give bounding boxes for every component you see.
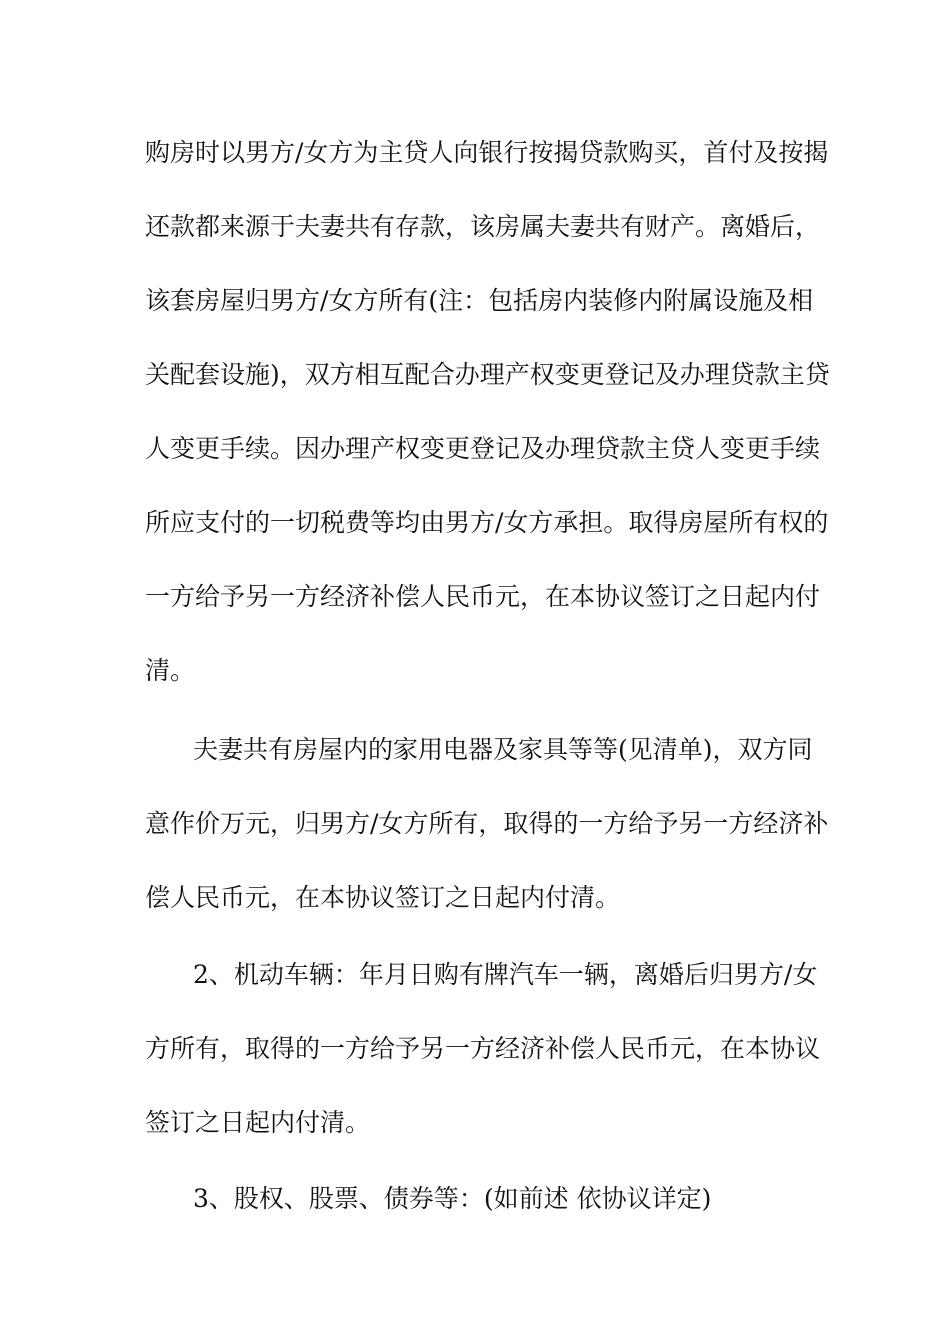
text-line: 该套房屋归男方/女方所有(注：包括房内装修内附属设施及相 [145, 286, 814, 315]
text-line: 偿人民币元，在本协议签订之日起内付清。 [145, 883, 621, 912]
paragraph-first-line: 3、股权、股票、债券等：(如前述 依协议详定) [193, 1184, 712, 1213]
text-line: 清。 [145, 656, 196, 685]
paragraph-first-line: 2、机动车辆：年月日购有牌汽车一辆，离婚后归男方/女 [193, 960, 818, 989]
text-line: 意作价万元，归男方/女方所有，取得的一方给予另一方经济补 [145, 809, 829, 838]
text-line: 人变更手续。因办理产权变更登记及办理贷款主贷人变更手续 [145, 434, 821, 463]
text-line: 方所有，取得的一方给予另一方经济补偿人民币元，在本协议 [145, 1034, 821, 1063]
text-line: 一方给予另一方经济补偿人民币元，在本协议签订之日起内付 [145, 582, 821, 611]
text-line: 关配套设施)，双方相互配合办理产权变更登记及办理贷款主贷 [145, 360, 830, 389]
text-line: 所应支付的一切税费等均由男方/女方承担。取得房屋所有权的 [145, 508, 829, 537]
text-line: 购房时以男方/女方为主贷人向银行按揭贷款购买，首付及按揭 [145, 138, 829, 167]
text-line: 还款都来源于夫妻共有存款，该房属夫妻共有财产。离婚后， [145, 212, 821, 241]
text-line: 签订之日起内付清。 [145, 1108, 371, 1137]
paragraph-first-line: 夫妻共有房屋内的家用电器及家具等等(见清单)，双方同 [193, 735, 813, 764]
